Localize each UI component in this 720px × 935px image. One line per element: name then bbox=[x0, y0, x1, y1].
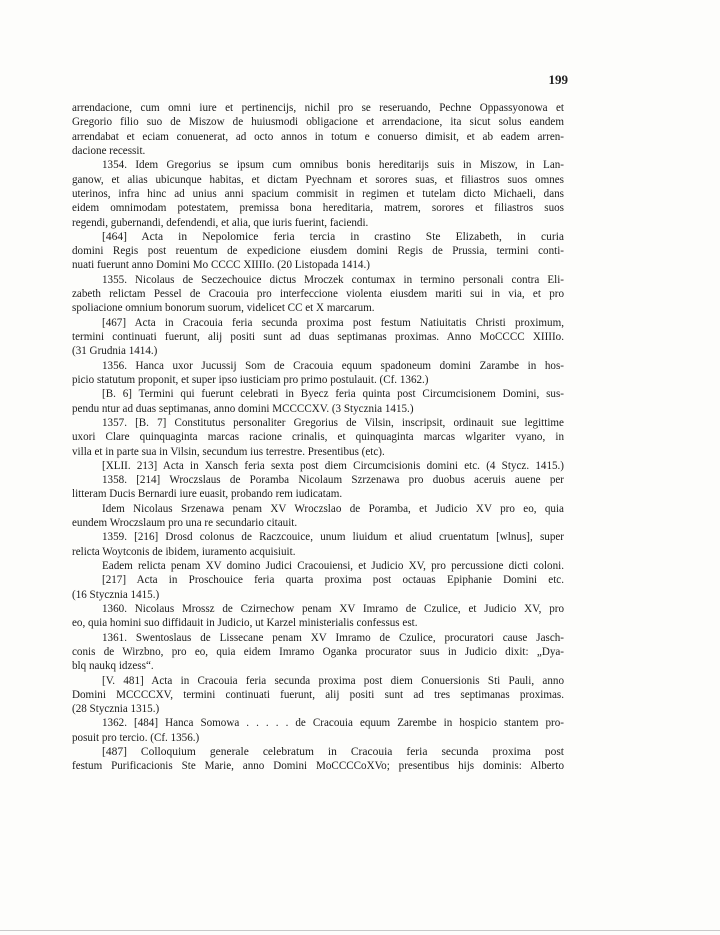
text-line: nuati fuerunt anno Domini Mo CCCC XIIIIo. (20 Listopada 1414.) bbox=[72, 259, 370, 272]
text-line: arrendabat et eciam conuenerat, ad octo annos in totum e conuerso dimisit, et ab eadem arren- bbox=[72, 130, 564, 143]
text-line: [XLII. 213] Acta in Xansch feria sexta post diem Circumcisionis domini etc. (4 Stycz. 1415.) bbox=[102, 459, 564, 472]
text-line: blq naukq idzess“. bbox=[72, 660, 154, 673]
text-line: posuit pro tercio. (Cf. 1356.) bbox=[72, 731, 200, 744]
text-line: 1354. Idem Gregorius se ipsum cum omnibus bonis hereditarijs suis in Miszow, in Lan- bbox=[102, 159, 564, 172]
text-line: conis de Wirzbno, pro eo, quia eidem Imramo Oganka procurator suus in Judicio dixit: „Dya- bbox=[72, 645, 564, 658]
text-line: eidem omnimodam potestatem, premissa bona hereditaria, matrem, sorores et filiastros suos bbox=[72, 202, 564, 215]
text-line: picio statutum proponit, et super ipso iusticiam pro primo postulauit. (Cf. 1362.) bbox=[72, 373, 429, 386]
text-line: [V. 481] Acta in Cracouia feria secunda proxima post diem Conuersionis Sti Pauli, anno bbox=[102, 674, 564, 687]
text-line: ganow, et alias ubicunque habitas, et dictam Pyechnam et sorores suas, et filiastros suos omnes bbox=[72, 173, 564, 186]
text-line: 1359. [216] Drosd colonus de Raczcouice, unum liuidum et aliud cruentatum [wlnus], super bbox=[102, 531, 564, 544]
text-line: 1356. Hanca uxor Jucussij Som de Cracouia equum spadoneum domini Zarambe in hos- bbox=[102, 359, 564, 372]
text-line: Idem Nicolaus Srzenawa penam XV Wroczslao de Poramba, et Judicio XV pro eo, quia bbox=[102, 502, 564, 515]
text-line: relicta Woytconis de ibidem, iuramento acquisiuit. bbox=[72, 545, 296, 558]
text-line: [467] Acta in Cracouia feria secunda proxima post festum Natiuitatis Christi proximum, bbox=[102, 316, 564, 329]
text-line: Domini MCCCCXV, termini continuati fuerunt, alij positi sunt ad tres septimanas proximas. bbox=[72, 688, 564, 701]
text-line: villa et in parte sua in Vilsin, secundum ius terrestre. Presentibus (etc). bbox=[72, 445, 385, 458]
text-line: 1357. [B. 7] Constitutus personaliter Gregorius de Vilsin, inscripsit, ordinauit sue legittime bbox=[102, 416, 564, 429]
text-line: [487] Colloquium generale celebratum in Cracouia feria secunda proxima post bbox=[102, 746, 564, 759]
bottom-edge-rule bbox=[0, 930, 720, 931]
text-line: [217] Acta in Proschouice feria quarta proxima post octauas Epiphanie Domini etc. bbox=[102, 574, 564, 587]
text-line: uterinos, infra hinc ad unius anni spacium commisit in regimen et tutelam dicto Michaeli, dans bbox=[72, 187, 564, 200]
text-line: (28 Stycznia 1315.) bbox=[72, 703, 160, 716]
text-line: arrendacione, cum omni iure et pertinencijs, nichil pro se reseruando, Pechne Oppassyonowa et bbox=[72, 102, 564, 114]
text-line: Gregorio filio suo de Miszow de huiusmodi obligacione et arrendacione, ita sicut solus eandem bbox=[72, 116, 564, 129]
text-line: 1358. [214] Wroczslaus de Poramba Nicolaum Szrzenawa pro duobus aceruis auene per bbox=[102, 474, 564, 487]
text-line: 1360. Nicolaus Mrossz de Czirnechow penam XV Imramo de Czulice, et Judicio XV, pro bbox=[102, 602, 564, 615]
text-line: 1361. Swentoslaus de Lissecane penam XV Imramo de Czulice, procuratori cause Jasch- bbox=[102, 631, 564, 644]
text-line: festum Purificacionis Ste Marie, anno Domini MoCCCCoXVo; presentibus hijs dominis: Alberto bbox=[72, 760, 564, 773]
text-line: (31 Grudnia 1414.) bbox=[72, 345, 158, 358]
text-line: spoliacione omnium bonorum suorum, videlicet CC et X marcarum. bbox=[72, 302, 375, 315]
text-line: [464] Acta in Nepolomice feria tercia in crastino Ste Elizabeth, in curia bbox=[102, 230, 564, 243]
body-text bbox=[72, 101, 564, 774]
text-line: zabeth relictam Pessel de Cracouia pro interfeccione violenta eiusdem mariti sui in via, et pro bbox=[72, 288, 564, 301]
text-line: termini continuati fuerunt, alij positi sunt ad duas septimanas proximas. Anno MoCCCC XIIIIo. bbox=[72, 331, 564, 343]
text-line: 1355. Nicolaus de Seczechouice dictus Mroczek contumax in termino personali contra Eli- bbox=[102, 273, 564, 286]
text-line: litteram Ducis Bernardi iure euasit, probando rem iudicatam. bbox=[72, 488, 343, 501]
page-number: 199 bbox=[548, 72, 568, 87]
text-line: [B. 6] Termini qui fuerunt celebrati in Byecz feria quinta post Circumcisionem Domini, sus- bbox=[102, 388, 564, 401]
text-line: 1362. [484] Hanca Somowa . . . . . de Cracouia equum Zarembe in hospicio stantem pro- bbox=[102, 717, 564, 730]
text-line: (16 Stycznia 1415.) bbox=[72, 588, 160, 601]
text-line: uxori Clare quinquaginta marcas racione crinalis, et quinquaginta marcas wlgariter vyano, in bbox=[72, 431, 564, 444]
text-line: regendi, gubernandi, defendendi, et alia, que iuris fuerint, faciendi. bbox=[72, 216, 369, 229]
text-line: pendu ntur ad duas septimanas, anno domini MCCCCXV. (3 Stycznia 1415.) bbox=[72, 402, 414, 415]
text-line: Eadem relicta penam XV domino Judici Cracouiensi, et Judicio XV, pro percussione dicti coloni. bbox=[102, 560, 564, 572]
text-line: eundem Wroczslaum pro una re secundario citauit. bbox=[72, 517, 298, 530]
text-line: dacione recessit. bbox=[72, 144, 146, 157]
text-line: domini Regis post reuentum de expedicione eiusdem domini Regis de Prussia, termini conti- bbox=[72, 245, 564, 258]
text-line: eo, quia homini suo diffidauit in Judicio, ut Karzel ministerialis confessus est. bbox=[72, 617, 418, 630]
